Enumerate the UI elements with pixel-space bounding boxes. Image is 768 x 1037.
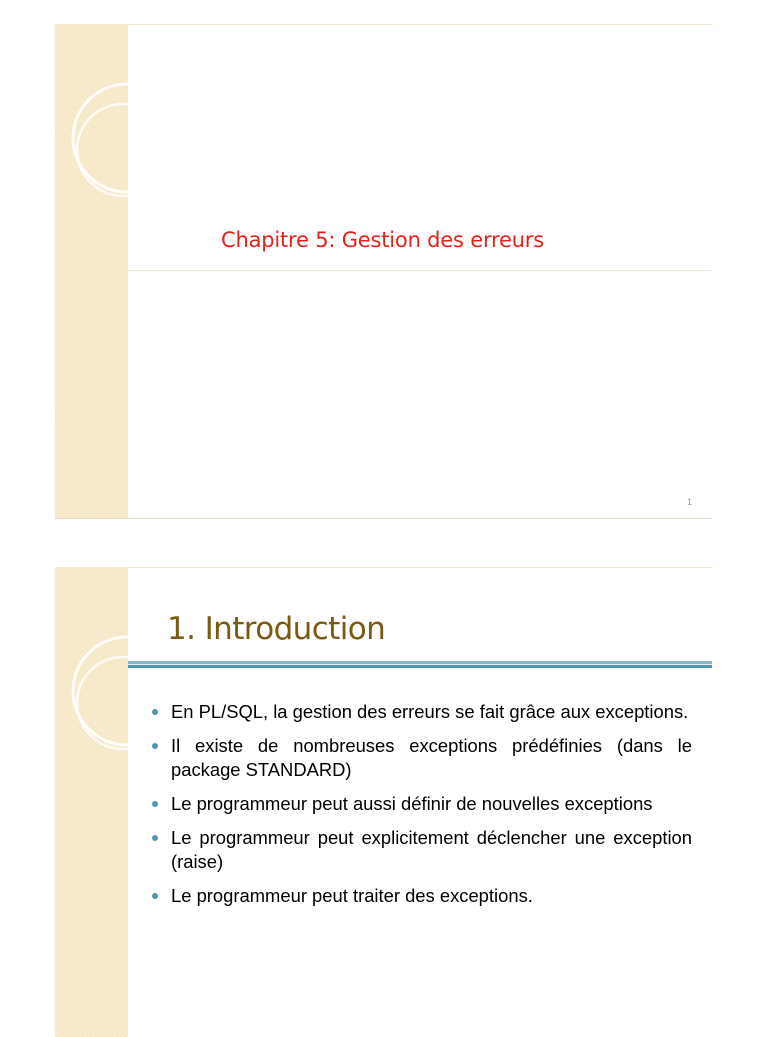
bullet-item: Il existe de nombreuses exceptions prédéfinies (dans le package STANDARD) xyxy=(150,734,692,782)
title-divider xyxy=(128,270,712,271)
bullet-item: Le programmeur peut explicitement déclencher une exception (raise) xyxy=(150,826,692,874)
slide-introduction xyxy=(55,567,712,1037)
bullet-item: Le programmeur peut aussi définir de nouvelles exceptions xyxy=(150,792,692,816)
title-rule xyxy=(128,661,712,668)
top-divider xyxy=(128,567,712,568)
chapter-title: Chapitre 5: Gestion des erreurs xyxy=(221,228,544,252)
bullet-icon xyxy=(152,835,158,841)
bullet-icon xyxy=(152,743,158,749)
bullet-icon xyxy=(152,709,158,715)
bullet-item: Le programmeur peut traiter des exceptions. xyxy=(150,884,692,908)
bullet-icon xyxy=(152,893,158,899)
top-divider xyxy=(128,24,712,25)
bullet-list xyxy=(150,700,692,918)
section-title: 1. Introduction xyxy=(167,611,386,647)
bullet-icon xyxy=(152,801,158,807)
decorative-circles-icon xyxy=(55,24,175,224)
slide-title-page xyxy=(55,24,712,519)
bullet-item: En PL/SQL, la gestion des erreurs se fait grâce aux exceptions. xyxy=(150,700,692,724)
page-number: 1 xyxy=(686,497,692,507)
